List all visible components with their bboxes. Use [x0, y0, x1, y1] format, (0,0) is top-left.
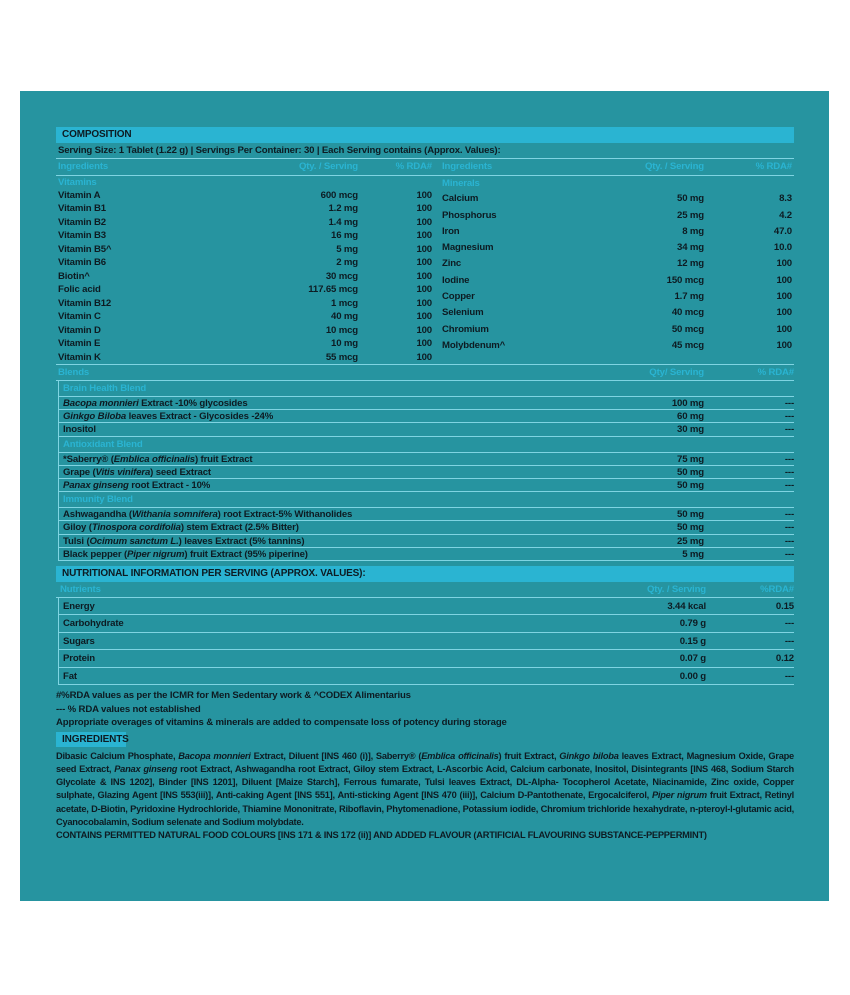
vitamin-qty: 1.4 mg — [328, 216, 358, 228]
footnote: --- % RDA values not established — [56, 703, 201, 715]
mineral-rda: 100 — [776, 291, 792, 303]
mineral-qty: 8 mg — [682, 225, 704, 237]
vitamin-rda: 100 — [416, 351, 432, 363]
mineral-rda: 100 — [776, 339, 792, 351]
vitamin-rda: 100 — [416, 311, 432, 322]
blend-ingredient: Black pepper (Piper nigrum) fruit Extract (95% piperine) — [63, 548, 308, 560]
vitamin-rda: 100 — [416, 230, 432, 241]
vitamin-name: Vitamin B1 — [58, 203, 106, 214]
label-content — [56, 127, 794, 842]
vitamin-name: Vitamin B2 — [58, 216, 106, 228]
blend-qty: 25 mg — [677, 535, 704, 547]
nutrient-rda: --- — [784, 670, 794, 682]
blend-qty: 100 mg — [671, 398, 704, 409]
mineral-rda: 100 — [776, 323, 792, 335]
mineral-qty: 34 mg — [677, 242, 704, 254]
blend-ingredient: Bacopa monnieri Extract -10% glycosides — [63, 398, 248, 409]
blend-row — [59, 508, 794, 521]
rda-header: % RDA# — [755, 161, 792, 172]
blend-row — [59, 535, 794, 548]
blend-ingredient: Ginkgo Biloba leaves Extract - Glycosides -24% — [63, 411, 274, 423]
label-panel — [20, 91, 829, 901]
blend-rda: --- — [784, 411, 794, 423]
blend-rda: --- — [784, 479, 794, 491]
vitamin-qty: 30 mcg — [325, 270, 358, 282]
vitamins-label: Vitamins — [56, 175, 440, 189]
nutrition-qty-header: Qty. / Serving — [646, 583, 706, 595]
mineral-qty: 40 mcg — [671, 307, 704, 319]
blend-rda: --- — [784, 522, 794, 534]
mineral-row — [440, 256, 794, 272]
nutrition-title: NUTRITIONAL INFORMATION PER SERVING (APPROX. VALUES): — [56, 566, 794, 582]
mineral-row — [440, 322, 794, 338]
vitamins-column — [56, 159, 440, 364]
vitamin-name: Folic acid — [58, 284, 101, 295]
vitamin-row — [56, 297, 440, 311]
colours-statement: CONTAINS PERMITTED NATURAL FOOD COLOURS [INS 171 & INS 172 (ii)] AND ADDED FLAVOUR (ARTIFICIAL FLAVOURING SUBSTANCE-PEPPERMINT) — [56, 830, 707, 841]
mineral-row — [440, 240, 794, 256]
vitamin-rda: 100 — [416, 297, 432, 309]
vitamin-name: Biotin^ — [58, 270, 90, 282]
blend-rda: --- — [784, 535, 794, 547]
blend-qty: 50 mg — [677, 466, 704, 478]
ingredients-title: INGREDIENTS — [56, 732, 126, 747]
mineral-name: Zinc — [442, 258, 462, 270]
blend-rda: --- — [784, 466, 794, 478]
mineral-row — [440, 191, 794, 207]
nutrition-header-row — [56, 582, 794, 598]
mineral-row — [440, 305, 794, 321]
mineral-name: Calcium — [442, 193, 479, 205]
mineral-rda: 100 — [776, 307, 792, 319]
nutrient-name: Sugars — [63, 635, 95, 647]
vitamin-rda: 100 — [416, 284, 432, 295]
blend-qty: 30 mg — [677, 424, 704, 436]
qty-header: Qty. / Serving — [644, 161, 704, 172]
mineral-name: Phosphorus — [442, 209, 497, 221]
footnote: Appropriate overages of vitamins & minerals are added to compensate loss of potency during storage — [56, 717, 507, 729]
blend-row — [59, 521, 794, 534]
blend-ingredient: Ashwagandha (Withania somnifera) root Extract-5% Withanolides — [63, 509, 353, 521]
blends-table — [58, 381, 794, 561]
blend-qty: 50 mg — [677, 522, 704, 534]
blend-row — [59, 423, 794, 436]
vitamin-name: Vitamin B5^ — [58, 243, 112, 255]
blend-rda: --- — [784, 548, 794, 560]
mineral-row — [440, 338, 794, 354]
nutrient-rda: 0.15 — [775, 600, 794, 612]
nutrient-qty: 3.44 kcal — [667, 600, 706, 612]
vitamin-rda: 100 — [416, 270, 432, 282]
vitamin-qty: 1.2 mg — [328, 203, 358, 214]
vitamin-qty: 600 mcg — [320, 189, 358, 201]
blend-row — [59, 397, 794, 410]
mineral-qty: 12 mg — [677, 258, 704, 270]
blend-ingredient: Grape (Vitis vinifera) seed Extract — [63, 466, 211, 478]
blend-ingredient: Tulsi (Ocimum sanctum L.) leaves Extract (5% tannins) — [63, 535, 305, 547]
nutrient-qty: 0.00 g — [679, 670, 706, 682]
qty-header: Qty. / Serving — [298, 161, 358, 172]
blend-rda: --- — [784, 509, 794, 521]
vitamin-qty: 40 mg — [331, 311, 358, 322]
vitamin-row — [56, 189, 440, 203]
vitamin-qty: 10 mcg — [325, 324, 358, 336]
blend-ingredient: Giloy (Tinospora cordifolia) stem Extract (2.5% Bitter) — [63, 522, 299, 534]
vitamin-qty: 2 mg — [336, 257, 358, 268]
nutrient-rda: --- — [784, 635, 794, 647]
vitamin-row — [56, 216, 440, 230]
mineral-name: Iodine — [442, 274, 470, 286]
blend-ingredient: Panax ginseng root Extract - 10% — [63, 479, 211, 491]
vitamin-rda: 100 — [416, 216, 432, 228]
blend-qty: 5 mg — [682, 548, 704, 560]
vitamin-row — [56, 243, 440, 257]
nutrient-rda: --- — [784, 618, 794, 630]
vitamin-rda: 100 — [416, 324, 432, 336]
minerals-label: Minerals — [440, 175, 794, 191]
nutrition-rda-header: %RDA# — [760, 583, 794, 595]
ingredients-header: Ingredients — [442, 161, 493, 172]
blend-qty: 75 mg — [677, 453, 704, 465]
mineral-qty: 50 mg — [677, 193, 704, 205]
blend-ingredient: *Saberry® (Emblica officinalis) fruit Extract — [63, 453, 253, 465]
brain-blend-label: Brain Health Blend — [59, 381, 794, 397]
ingredients-header: Ingredients — [58, 161, 109, 172]
vitamin-row — [56, 229, 440, 243]
footnotes — [56, 689, 794, 730]
mineral-rda: 100 — [776, 274, 792, 286]
mineral-name: Chromium — [442, 323, 489, 335]
vitamin-name: Vitamin B12 — [58, 297, 112, 309]
vitamin-rda: 100 — [416, 338, 432, 349]
mineral-row — [440, 273, 794, 289]
minerals-header-row — [440, 159, 794, 175]
blend-row — [59, 453, 794, 466]
mineral-qty: 45 mcg — [671, 339, 704, 351]
vitamin-row — [56, 324, 440, 338]
vitamins-header-row — [56, 159, 440, 175]
mineral-row — [440, 289, 794, 305]
nutrient-qty: 0.07 g — [679, 653, 706, 665]
vitamin-row — [56, 270, 440, 284]
blend-qty: 50 mg — [677, 509, 704, 521]
mineral-name: Selenium — [442, 307, 484, 319]
vitamin-rda: 100 — [416, 189, 432, 201]
vitamin-name: Vitamin C — [58, 311, 101, 322]
vitamin-qty: 55 mcg — [325, 351, 358, 363]
blend-row — [59, 466, 794, 479]
blend-qty: 60 mg — [677, 411, 704, 423]
vitamin-row — [56, 283, 440, 297]
mineral-rda: 8.3 — [779, 193, 792, 205]
mineral-name: Magnesium — [442, 242, 494, 254]
nutrients-header: Nutrients — [60, 583, 101, 595]
blends-rda-header: % RDA# — [757, 367, 794, 378]
vitamin-qty: 117.65 mcg — [308, 284, 358, 295]
nutrition-row — [58, 615, 794, 633]
nutrient-qty: 0.15 g — [679, 635, 706, 647]
vitamin-qty: 10 mg — [331, 338, 358, 349]
vitamin-qty: 5 mg — [336, 243, 358, 255]
immunity-blend-label: Immunity Blend — [59, 492, 794, 508]
blend-ingredient: Inositol — [63, 424, 96, 436]
nutrition-table — [56, 598, 794, 686]
vitamin-name: Vitamin E — [58, 338, 101, 349]
blend-rda: --- — [784, 398, 794, 409]
blends-label: Blends — [58, 367, 90, 378]
blends-header-row — [56, 365, 794, 381]
mineral-name: Iron — [442, 225, 460, 237]
nutrient-qty: 0.79 g — [679, 618, 706, 630]
mineral-qty: 25 mg — [677, 209, 704, 221]
vitamin-row — [56, 351, 440, 365]
nutrition-row — [58, 650, 794, 668]
mineral-rda: 47.0 — [773, 225, 792, 237]
nutrient-name: Protein — [63, 653, 95, 665]
vitamin-name: Vitamin D — [58, 324, 101, 336]
vitamin-qty: 16 mg — [331, 230, 358, 241]
nutrient-name: Energy — [63, 600, 95, 612]
nutrition-row — [58, 668, 794, 686]
mineral-row — [440, 208, 794, 224]
mineral-rda: 10.0 — [773, 242, 792, 254]
blends-qty-header: Qty/ Serving — [649, 367, 704, 378]
nutrition-row — [58, 598, 794, 616]
mineral-name: Molybdenum^ — [442, 339, 506, 351]
nutrient-name: Fat — [63, 670, 77, 682]
vitamin-row — [56, 202, 440, 216]
vitamin-rda: 100 — [416, 257, 432, 268]
nutrient-rda: 0.12 — [775, 653, 794, 665]
vitamin-row — [56, 256, 440, 270]
mineral-name: Copper — [442, 291, 475, 303]
vitamin-name: Vitamin A — [58, 189, 101, 201]
mineral-row — [440, 224, 794, 240]
blend-rda: --- — [784, 424, 794, 436]
antioxidant-blend-label: Antioxidant Blend — [59, 437, 794, 453]
mineral-rda: 100 — [776, 258, 792, 270]
blend-row — [59, 410, 794, 423]
minerals-column — [440, 159, 794, 364]
vitamin-row — [56, 337, 440, 351]
ingredients-text: Dibasic Calcium Phosphate, Bacopa monnieri Extract, Diluent [INS 460 (i)], Saberry® (Emblica officinalis) fruit Extract, Ginkgo biloba leaves Extract, Magnesium Oxide, Grape seed Extract, Panax ginseng root Extract, Ashwagandha root Extract, Giloy stem Extract, L-Ascorbic Acid, Calcium carbonate, Inositol, Disintegrants [INS 468, Sodium Starch Glycolate & INS 1202], Binder [INS 1201], Diluent [Maize Starch], Ferrous fumarate, Tulsi leaves Extract, DL-Alpha- Tocopherol Acetate, Niacinamide, Zinc oxide, Copper sulphate, Glazing Agent [INS 553(iii)], Anti-caking Agent [INS 551], Anti-sticking Agent [INS 470 (iii)], Calcium D-Pantothenate, Ergocalciferol, Piper nigrum fruit Extract, Retinyl acetate, D-Biotin, Pyridoxine Hydrochloride, Thiamine Mononitrate, Riboflavin, Phytomenadione, Potassium iodide, Chromium trichloride hexahydrate, n-pteroyl-l-glutamic acid, Cyanocobalamin, Sodium selenate and Sodium molybdate. — [56, 750, 794, 827]
rda-header: % RDA# — [395, 161, 432, 172]
footnote: #%RDA values as per the ICMR for Men Sedentary work & ^CODEX Alimentarius — [56, 690, 411, 702]
composition-table — [56, 159, 794, 365]
nutrition-row — [58, 633, 794, 651]
mineral-qty: 150 mcg — [666, 274, 704, 286]
blend-rda: --- — [784, 453, 794, 465]
mineral-qty: 50 mcg — [671, 323, 704, 335]
serving-info: Serving Size: 1 Tablet (1.22 g) | Servings Per Container: 30 | Each Serving contains (Approx. Values): — [56, 143, 794, 159]
blend-row — [59, 479, 794, 492]
mineral-qty: 1.7 mg — [674, 291, 704, 303]
vitamin-row — [56, 310, 440, 324]
vitamin-name: Vitamin K — [58, 351, 101, 363]
vitamin-rda: 100 — [416, 203, 432, 214]
vitamin-rda: 100 — [416, 243, 432, 255]
blend-row — [59, 548, 794, 561]
mineral-rda: 4.2 — [779, 209, 792, 221]
blend-qty: 50 mg — [677, 479, 704, 491]
vitamin-qty: 1 mcg — [331, 297, 358, 309]
nutrient-name: Carbohydrate — [63, 618, 124, 630]
vitamin-name: Vitamin B6 — [58, 257, 106, 268]
vitamin-name: Vitamin B3 — [58, 230, 106, 241]
composition-title: COMPOSITION — [56, 127, 794, 143]
